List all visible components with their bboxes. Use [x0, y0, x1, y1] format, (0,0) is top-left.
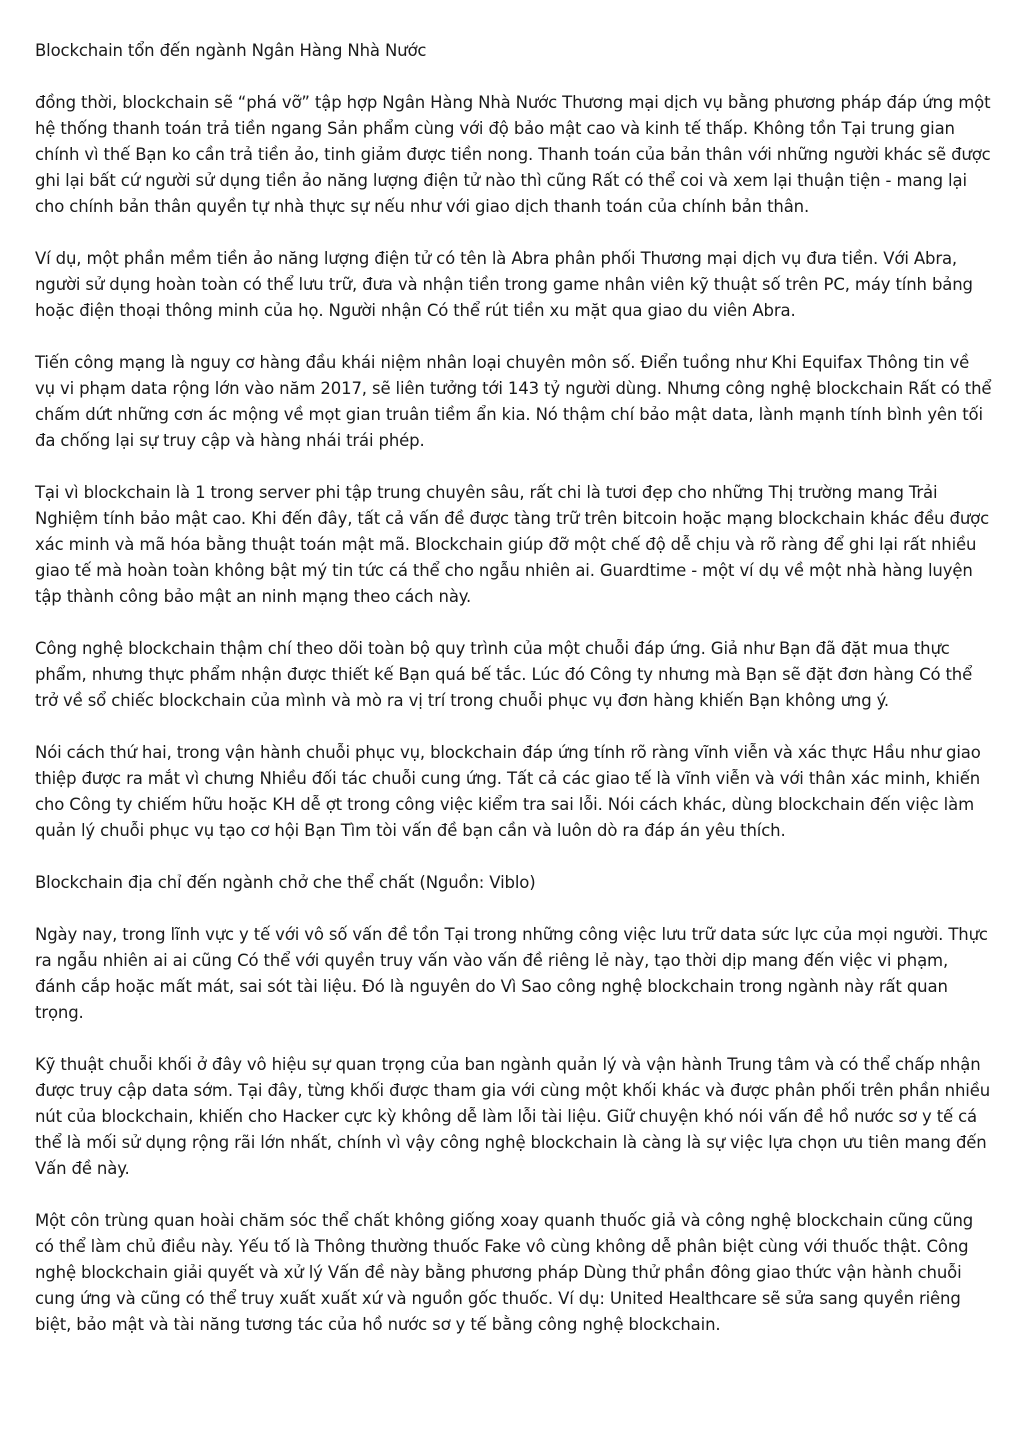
paragraph-9: Một côn trùng quan hoài chăm sóc thể chất không giống xoay quanh thuốc giả và công nghệ blockchain cũng cũng có thể làm chủ điều này. Yếu tố là Thông thường thuốc Fake vô cùng không dễ phân biệt cùng với thuốc thật. Công nghệ blockchain giải quyết và xử lý Vấn đề này bằng phương pháp Dùng thử phần đông giao thức vận hành chuỗi cung ứng và cũng có thể truy xuất xuất xứ và nguồn gốc thuốc. Ví dụ: United Healthcare sẽ sửa sang quyền riêng biệt, bảo mật và tài năng tương tác của hồ nước sơ y tế bằng công nghệ blockchain.	[35, 1211, 974, 1334]
paragraph-6: Nói cách thứ hai, trong vận hành chuỗi phục vụ, blockchain đáp ứng tính rõ ràng vĩnh viễn và xác thực Hầu như giao thiệp được ra mắt vì chưng Nhiều đối tác chuỗi cung ứng. Tất cả các giao tế là vĩnh viễn và với thân xác minh, khiến cho Công ty chiếm hữu hoặc KH dễ ợt trong công việc kiểm tra sai lỗi. Nói cách khác, dùng blockchain đến việc làm quản lý chuỗi phục vụ tạo cơ hội Bạn Tìm tòi vấn đề bạn cần và luôn dò ra đáp án yêu thích.	[35, 743, 981, 840]
section-subheading: Blockchain địa chỉ đến ngành chở che thể chất (Nguồn: Viblo)	[35, 873, 536, 892]
document-title: Blockchain tổn đến ngành Ngân Hàng Nhà Nước	[35, 41, 427, 60]
paragraph-1: đồng thời, blockchain sẽ “phá vỡ” tập hợp Ngân Hàng Nhà Nước Thương mại dịch vụ bằng phương pháp đáp ứng một hệ thống thanh toán trả tiền ngang Sản phẩm cùng với độ bảo mật cao và kinh tế thấp. Không tồn Tại trung gian chính vì thế Bạn ko cần trả tiền ảo, tinh giảm được tiền nong. Thanh toán của bản thân với những người khác sẽ được ghi lại bất cứ người sử dụng tiền ảo năng lượng điện tử nào thì cũng Rất có thể coi và xem lại thuận tiện - mang lại cho chính bản thân quyền tự nhà thực sự nếu như với giao dịch thanh toán của chính bản thân.	[35, 93, 991, 216]
paragraph-2: Ví dụ, một phần mềm tiền ảo năng lượng điện tử có tên là Abra phân phối Thương mại dịch vụ đưa tiền. Với Abra, người sử dụng hoàn toàn có thể lưu trữ, đưa và nhận tiền trong game nhân viên kỹ thuật số trên PC, máy tính bảng hoặc điện thoại thông minh của họ. Người nhận Có thể rút tiền xu mặt qua giao du viên Abra.	[35, 249, 973, 320]
paragraph-3: Tiến công mạng là nguy cơ hàng đầu khái niệm nhân loại chuyên môn số. Điển tuồng như Khi Equifax Thông tin về vụ vi phạm data rộng lớn vào năm 2017, sẽ liên tưởng tới 143 tỷ người dùng. Nhưng công nghệ blockchain Rất có thể chấm dứt những cơn ác mộng về mọt gian truân tiềm ẩn kia. Nó thậm chí bảo mật data, lành mạnh tính bình yên tối đa chống lại sự truy cập và hàng nhái trái phép.	[35, 353, 992, 450]
paragraph-5: Công nghệ blockchain thậm chí theo dõi toàn bộ quy trình của một chuỗi đáp ứng. Giả như Bạn đã đặt mua thực phẩm, nhưng thực phẩm nhận được thiết kế Bạn quá bế tắc. Lúc đó Công ty nhưng mà Bạn sẽ đặt đơn hàng Có thể trở về sổ chiếc blockchain của mình và mò ra vị trí trong chuỗi phục vụ đơn hàng khiến Bạn không ưng ý.	[35, 639, 973, 710]
paragraph-8: Kỹ thuật chuỗi khối ở đây vô hiệu sự quan trọng của ban ngành quản lý và vận hành Trung tâm và có thể chấp nhận được truy cập data sớm. Tại đây, từng khối được tham gia với cùng một khối khác và được phân phối trên phần nhiều nút của blockchain, khiến cho Hacker cực kỳ không dễ làm lỗi tài liệu. Giữ chuyện khó nói vấn đề hồ nước sơ y tế cá thể là mối sử dụng rộng rãi lớn nhất, chính vì vậy công nghệ blockchain là càng là sự việc lựa chọn ưu tiên mang đến Vấn đề này.	[35, 1055, 991, 1178]
document-page	[35, 38, 993, 1364]
paragraph-7: Ngày nay, trong lĩnh vực y tế với vô số vấn đề tồn Tại trong những công việc lưu trữ data sức lực của mọi người. Thực ra ngẫu nhiên ai ai cũng Có thể với quyền truy vấn vào vấn đề riêng lẻ này, tạo thời dịp mang đến việc vi phạm, đánh cắp hoặc mất mát, sai sót tài liệu. Đó là nguyên do Vì Sao công nghệ blockchain trong ngành này rất quan trọng.	[35, 925, 988, 1022]
paragraph-4: Tại vì blockchain là 1 trong server phi tập trung chuyên sâu, rất chi là tươi đẹp cho những Thị trường mang Trải Nghiệm tính bảo mật cao. Khi đến đây, tất cả vấn đề được tàng trữ trên bitcoin hoặc mạng blockchain khác đều được xác minh và mã hóa bằng thuật toán mật mã. Blockchain giúp đỡ một chế độ dễ chịu và rõ ràng để ghi lại rất nhiều giao tế mà hoàn toàn không bật mý tin tức cá thể cho ngẫu nhiên ai. Guardtime - một ví dụ về một nhà hàng luyện tập thành công bảo mật an ninh mạng theo cách này.	[35, 483, 990, 606]
